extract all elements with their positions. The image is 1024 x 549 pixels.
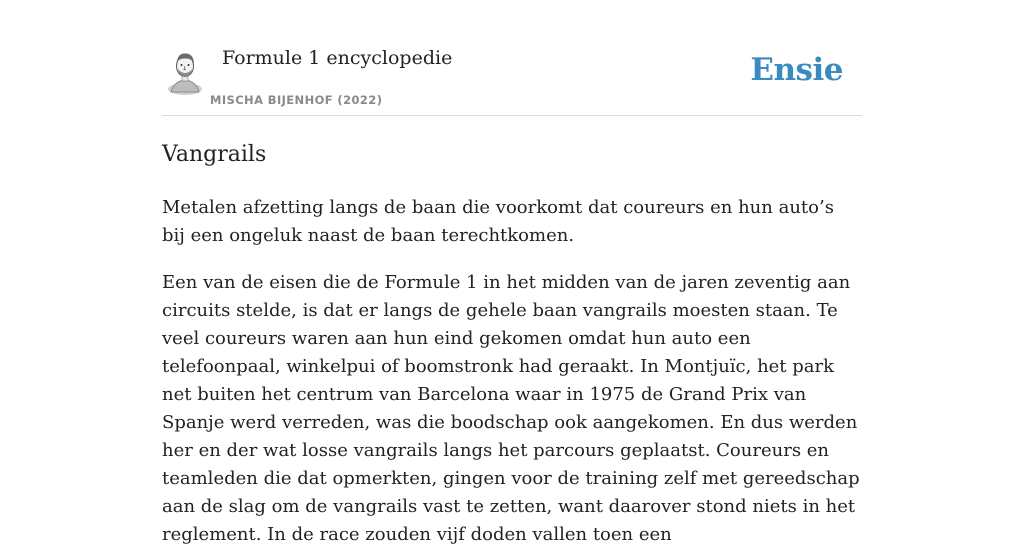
entry-headword: Vangrails — [162, 142, 267, 167]
ensie-logo[interactable]: Ensie — [750, 52, 843, 88]
entry-page — [162, 0, 862, 549]
author-credit[interactable]: MISCHA BIJENHOF (2022) — [210, 93, 383, 107]
entry-header — [162, 46, 862, 116]
encyclopedia-title[interactable]: Formule 1 encyclopedie — [222, 47, 453, 69]
author-portrait-icon[interactable] — [166, 48, 204, 94]
entry-definition: Metalen afzetting langs de baan die voorkomt dat coureurs en hun auto’s bij een ongeluk naast de baan terechtkomen. — [162, 197, 834, 246]
entry-body — [162, 194, 862, 549]
entry-paragraph: Een van de eisen die de Formule 1 in het midden van de jaren zeventig aan circuits stelde, is dat er langs de gehele baan vangrails moesten staan. Te veel coureurs waren aan hun eind gekomen omdat hun auto een telefoonpaal, winkelpui of boomstronk had geraakt. In Montjuïc, het park net buiten het centrum van Barcelona waar in 1975 de Grand Prix van Spanje werd verreden, was die boodschap ook aangekomen. En dus werden her en der wat losse vangrails langs het parcours geplaatst. Coureurs en teamleden die dat opmerkten, gingen voor de training zelf met gereedschap aan de slag om de vangrails vast te zetten, want daarover stond niets in het reglement. In de race zouden vijf doden vallen toen een — [162, 272, 860, 545]
